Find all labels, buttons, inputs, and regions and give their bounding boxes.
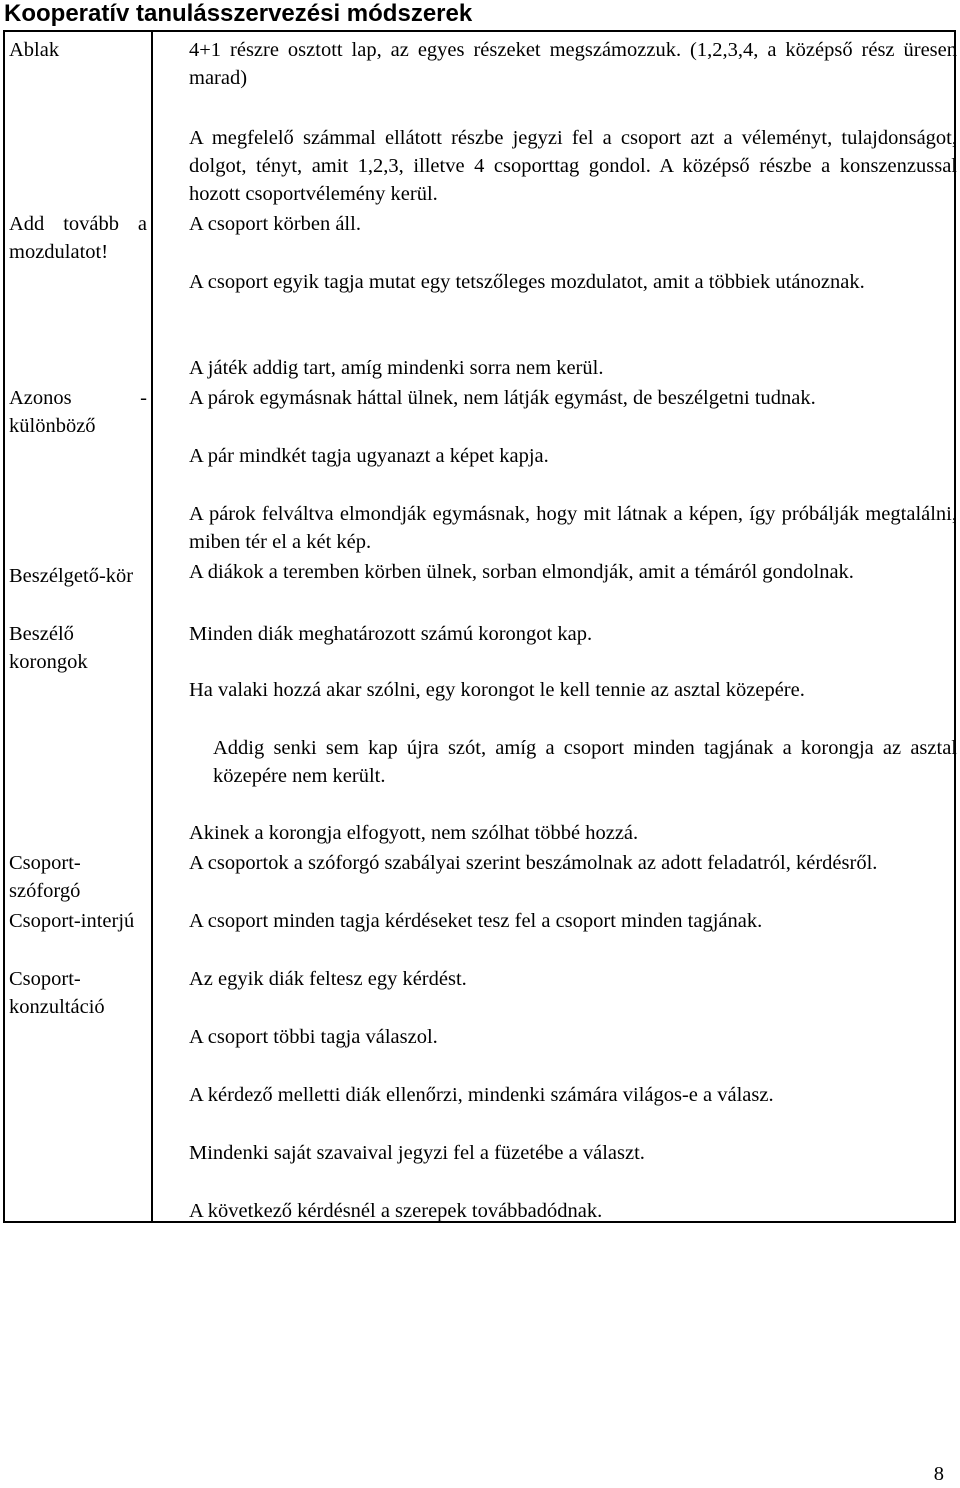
description-paragraph: A pár mindkét tagja ugyanazt a képet kapja. [189,445,549,467]
description-paragraph: 4+1 részre osztott lap, az egyes részeket megszámozzuk. (1,2,3,4, a középső rész üresen marad) [189,39,957,89]
description-paragraph: Ha valaki hozzá akar szólni, egy korongot le kell tennie az asztal közepére. [189,679,805,701]
description-paragraph: A csoport többi tagja válaszol. [189,1026,438,1048]
description-paragraph: Addig senki sem kap újra szót, amíg a csoport minden tagjának a korongja az asztal közepére nem került. [213,737,957,787]
description-paragraph: Akinek a korongja elfogyott, nem szólhat többé hozzá. [189,822,639,844]
description-paragraph: Mindenki saját szavaival jegyzi fel a füzetébe a választ. [189,1142,645,1164]
method-name-beszelo-korongok: Beszélő korongok [9,623,88,673]
description-paragraph: A megfelelő számmal ellátott részbe jegyzi fel a csoport azt a véleményt, tulajdonságot, dolgot, tényt, amit 1,2,3, illetve 4 csoporttag gondol. A középső részbe a konszenzussal hozott csoportvélemény kerül. [189,127,957,205]
description-paragraph: A következő kérdésnél a szerepek továbbadódnak. [189,1200,603,1222]
description-paragraph: A párok felváltva elmondják egymásnak, hogy mit látnak a képen, így próbálják megtalálni, miben tér el a két kép. [189,503,957,553]
description-paragraph: A kérdező melletti diák ellenőrzi, mindenki számára világos-e a válasz. [189,1084,774,1106]
page-title: Kooperatív tanulásszervezési módszerek [4,0,473,27]
description-paragraph: A diákok a teremben körben ülnek, sorban elmondják, amit a témáról gondolnak. [189,561,854,583]
description-paragraph: A csoport minden tagja kérdéseket tesz fel a csoport minden tagjának. [189,910,763,932]
description-paragraph: Minden diák meghatározott számú korongot kap. [189,623,593,645]
method-name-ablak: Ablak [9,39,60,61]
methods-table [3,30,956,1223]
description-paragraph: A csoport körben áll. [189,213,361,235]
page-number: 8 [933,1463,944,1485]
description-paragraph: A csoport egyik tagja mutat egy tetszőleges mozdulatot, amit a többiek utánoznak. [189,271,865,293]
method-name-csoport-interju: Csoport-interjú [9,910,135,932]
description-paragraph: A játék addig tart, amíg mindenki sorra nem kerül. [189,357,604,379]
method-name-csoport-konzultacio: Csoport-konzultáció [9,968,105,1018]
method-name-csoport-szoforgo: Csoport-szóforgó [9,852,81,902]
method-name-add-tovabb: Add tovább a mozdulatot! [9,213,147,263]
description-paragraph: Az egyik diák feltesz egy kérdést. [189,968,467,990]
description-paragraph: A csoportok a szóforgó szabályai szerint beszámolnak az adott feladatról, kérdésről. [189,852,878,874]
method-name-beszelgeto-kor: Beszélgető-kör [9,565,134,587]
method-name-azonos-kulonbozo: Azonos - különböző [9,387,147,437]
column-divider [151,32,153,1221]
description-paragraph: A párok egymásnak háttal ülnek, nem látják egymást, de beszélgetni tudnak. [189,387,816,409]
